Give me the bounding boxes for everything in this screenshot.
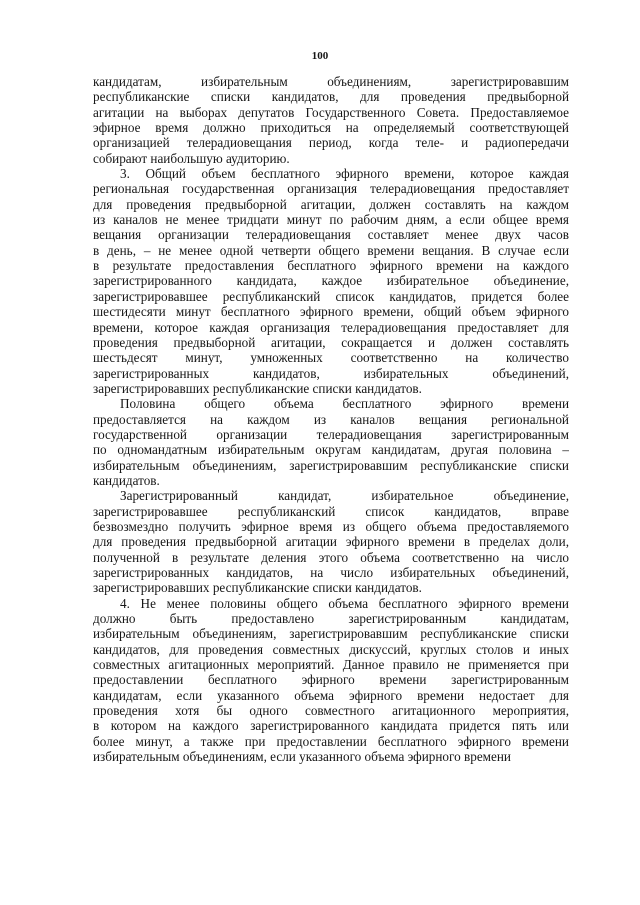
text-line: зарегистрировавших республиканские списки кандидатов. (93, 380, 422, 396)
text-line: полученной в результате деления этого объема соответственно на число (93, 549, 569, 565)
text-line: кандидатам, избирательным объединениям, зарегистрировавшим (93, 74, 569, 89)
text-line: государственной организации телерадиовещания зарегистрированным (93, 426, 569, 442)
text-line: зарегистрировавших республиканские списки кандидатов. (93, 580, 422, 596)
text-line: Половина общего объема бесплатного эфирного времени (120, 396, 569, 412)
paragraph (93, 396, 569, 488)
text-line: избирательным объединениям, зарегистрировавшим республиканские списки (93, 457, 569, 473)
text-line: зарегистрировавшее республиканский список кандидатов, вправе (93, 503, 569, 519)
text-line: организацией телерадиовещания период, когда теле- и радиопередачи (93, 135, 569, 151)
text-line: Зарегистрированный кандидат, избирательное объединение, (120, 488, 569, 504)
text-line: республиканские списки кандидатов, для проведения предвыборной (93, 89, 569, 105)
paragraph (93, 488, 569, 595)
text-line: агитации на выборах депутатов Государственного Совета. Предоставляемое (93, 104, 569, 120)
text-line: региональная государственная организация телерадиовещания предоставляет (93, 181, 569, 197)
text-line: зарегистрировавшее республиканский список кандидатов, придется более (93, 288, 569, 304)
text-line: зарегистрированных кандидатов, избирательных объединений, (93, 365, 569, 381)
text-line: кандидатов. (93, 472, 160, 488)
text-line: в результате предоставления бесплатного эфирного времени на каждого (93, 258, 569, 274)
text-line: для проведения предвыборной агитации эфирного времени в пределах доли, (93, 534, 569, 550)
text-line: из каналов не менее тридцати минут по рабочим дням, а если общее время (93, 212, 569, 228)
text-line: предоставлении бесплатного эфирного времени зарегистрированным (93, 672, 569, 688)
text-line: шестьдесят минут, умноженных соответственно на количество (93, 350, 569, 366)
paragraph (93, 596, 569, 765)
text-line: кандидатам, если указанного объема эфирного времени недостает для (93, 687, 569, 703)
document-body (93, 74, 569, 764)
text-line: более минут, а также при предоставлении бесплатного эфирного времени (93, 733, 569, 749)
paragraph (93, 74, 569, 166)
text-line: 3. Общий объем бесплатного эфирного времени, которое каждая (120, 166, 569, 182)
text-line: проведения хотя бы одного совместного агитационного мероприятия, (93, 703, 569, 719)
text-line: предоставляется на каждом из каналов вещания региональной (93, 411, 569, 427)
text-line: проведения предвыборной агитации, сокращается и должен составлять (93, 334, 569, 350)
text-line: совместных агитационных мероприятий. Данное правило не применяется при (93, 657, 569, 673)
text-line: зарегистрированных кандидатов, на число избирательных объединений, (93, 565, 569, 580)
text-line: кандидатов, для проведения совместных дискуссий, круглых столов и иных (93, 641, 569, 657)
text-line: должно быть предоставлено зарегистрированным кандидатам, (93, 611, 569, 627)
text-line: эфирное время должно приходиться на определяемый соответствующей (93, 120, 569, 136)
text-line: для проведения предвыборной агитации, должен составлять на каждом (93, 196, 569, 212)
text-line: избирательным объединениям, если указанного объема эфирного времени (93, 749, 511, 765)
text-line: вещания организации телерадиовещания составляет менее двух часов (93, 227, 569, 243)
text-line: 4. Не менее половины общего объема бесплатного эфирного времени (120, 595, 569, 611)
text-line: по одномандатным избирательным округам кандидатам, другая половина – (93, 442, 569, 458)
text-line: в котором на каждого зарегистрированного кандидата придется пять или (93, 718, 569, 734)
page-number: 100 (311, 50, 329, 62)
text-line: шестидесяти минут бесплатного эфирного времени, общий объем эфирного (93, 304, 569, 320)
text-line: зарегистрированного кандидата, каждое избирательное объединение, (93, 273, 569, 289)
text-line: безвозмездно получить эфирное время из общего объема предоставляемого (93, 518, 569, 534)
text-line: избирательным объединениям, зарегистрировавшим республиканские списки (93, 626, 569, 642)
paragraph (93, 166, 569, 396)
text-line: собирают наибольшую аудиторию. (93, 150, 290, 166)
text-line: времени, которое каждая организация телерадиовещания предоставляет для (93, 319, 569, 335)
text-line: в день, – не менее одной четверти общего времени вещания. В случае если (93, 242, 569, 258)
